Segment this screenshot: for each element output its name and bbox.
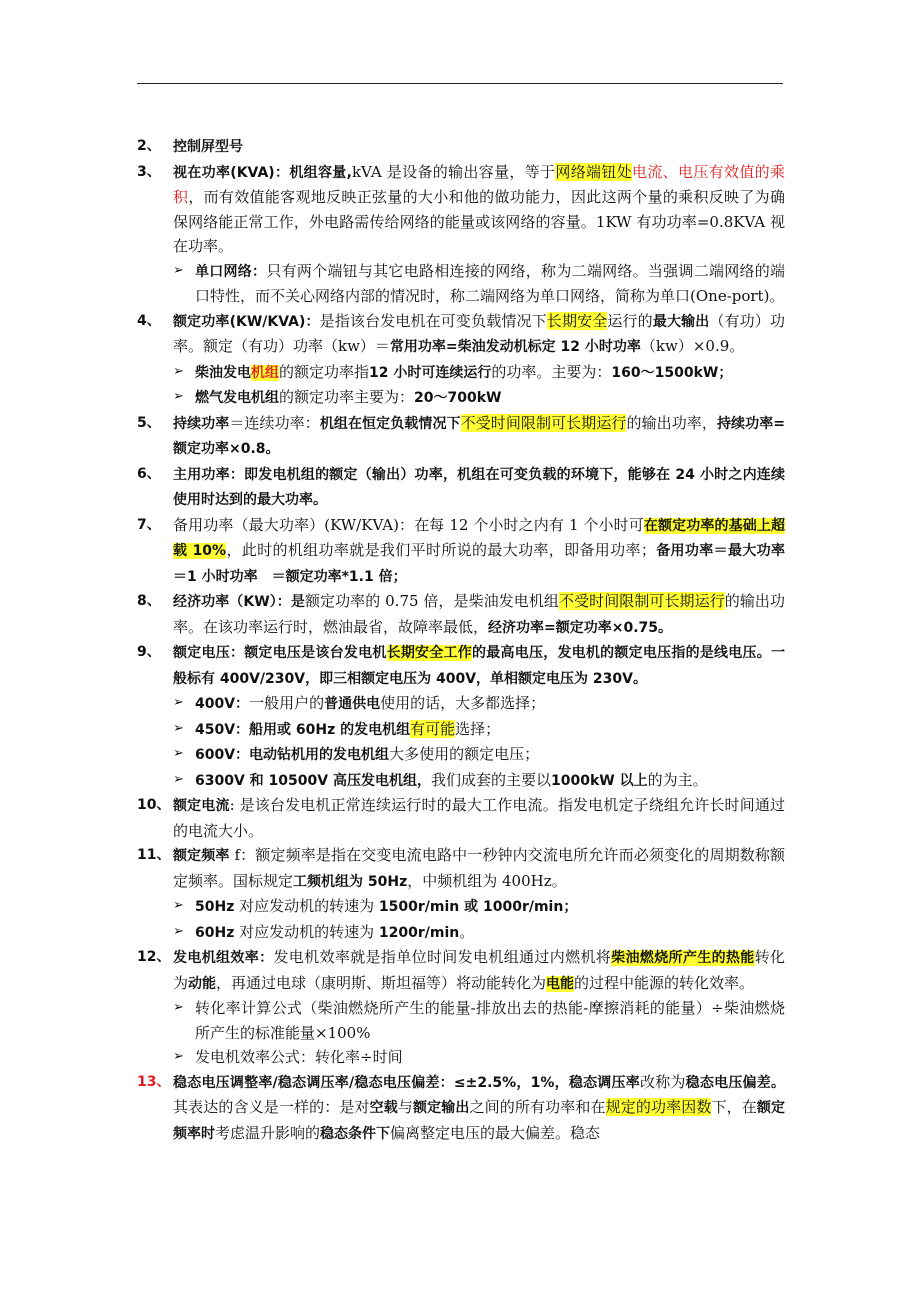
item-number: 2、 — [137, 138, 161, 154]
text: 额定功率的 0.75 倍，是柴油发电机组 — [304, 592, 559, 610]
text: 使用的话，大多都选择； — [380, 694, 546, 712]
text: 对应发动机的转速为 — [234, 897, 379, 915]
text: 运行的 — [607, 311, 653, 330]
bold-text: 额定输出 — [412, 1100, 470, 1116]
bold-text: 1200r/min — [378, 924, 460, 941]
text: 下，在 — [711, 1098, 757, 1116]
sub-item — [173, 360, 785, 386]
arrow-bullet-icon: ➢ — [173, 746, 184, 761]
highlight: 规定的功率因数 — [605, 1098, 712, 1116]
arrow-bullet-icon: ➢ — [173, 720, 184, 736]
arrow-bullet-icon: ➢ — [173, 262, 184, 278]
sub-item — [173, 920, 785, 946]
item-number: 4、 — [137, 312, 161, 329]
highlight: 电能 — [546, 975, 575, 992]
list-item-2 — [137, 134, 785, 160]
sub-item — [173, 894, 785, 920]
text: ＝连续功率： — [229, 413, 320, 432]
sub-item — [173, 385, 785, 411]
highlight: 长期安全 — [546, 311, 608, 330]
highlight: 柴油燃烧所产生的热能 — [611, 950, 755, 966]
bold-text: 空载 — [369, 1100, 398, 1116]
arrow-bullet-icon: ➢ — [173, 363, 184, 379]
text: 在每 12 个小时之内有 1 个小时可 — [414, 515, 644, 534]
sub-item — [173, 717, 785, 743]
list-item-6 — [137, 462, 785, 513]
bold-text: 常用功率=柴油发动机标定 12 小时功率 — [389, 339, 641, 355]
header-rule — [137, 83, 783, 84]
text: 对应发动机的转速为 — [234, 922, 379, 941]
sub-item — [173, 742, 785, 768]
text: （有功）功率。额定（有功）功率（kw）＝ — [173, 311, 785, 355]
item-number: 5、 — [137, 414, 161, 431]
list-item-5 — [137, 411, 785, 462]
highlight: 在额定功率的基础上超载 10% — [173, 517, 785, 559]
text: 发电机效率公式：转化率÷时间 — [195, 1048, 403, 1066]
list-item-13 — [137, 1070, 785, 1147]
bold-text: 1500r/min 或 1000r/min； — [378, 899, 578, 915]
bold-text: 柴油发电 — [195, 364, 251, 381]
text: 其表达的含义是一样的：是对 — [173, 1098, 370, 1116]
item-number: 12、 — [137, 949, 171, 965]
list-item-7 — [137, 513, 785, 590]
sub-item — [173, 691, 785, 717]
highlight: 不受时间限制可长期运行 — [460, 413, 627, 432]
arrow-bullet-icon: ➢ — [173, 389, 184, 404]
text: ，中频机组为 400Hz。 — [407, 871, 567, 890]
text: 转化为 — [173, 948, 785, 992]
bold-text: 50Hz — [195, 899, 235, 915]
bold-text: 1000kW 以上 — [550, 772, 648, 789]
arrow-bullet-icon: ➢ — [173, 898, 184, 913]
bold-text: 备用功率＝最大功率＝1 小时功率 ＝额定功率*1.1 倍； — [173, 543, 785, 585]
text: kVA 是设备的输出容量，等于 — [351, 162, 556, 181]
item-label: 备用功率（最大功率）(KW/KVA)： — [173, 515, 415, 534]
arrow-bullet-icon: ➢ — [173, 1000, 184, 1015]
list-item-9 — [137, 640, 785, 691]
bold-text: 60Hz — [195, 924, 235, 941]
text: 的过程中能源的转化效率。 — [574, 973, 755, 992]
sub-item — [173, 259, 785, 309]
bold-text: 的最高电压，发电机的额定电压指的是线电压。一般标有 400V/230V，即三相额定电压为 400V，单相额定电压为 230V。 — [173, 645, 786, 687]
text: （kw）×0.9。 — [640, 337, 745, 355]
item-number: 11、 — [137, 847, 171, 863]
bold-text: 400V： — [195, 696, 250, 712]
sub-item — [173, 996, 785, 1045]
bold-text: 主用功率：即发电机组的额定（输出）功率，机组在可变负载的环境下，能够在 24 小时之内连续使用时达到的最大功率。 — [173, 466, 785, 508]
bold-text: 工频机组为 50Hz — [293, 873, 408, 890]
text: 的功率。主要为： — [491, 362, 612, 381]
document-body — [137, 134, 785, 1146]
list-item-12 — [137, 945, 785, 996]
bold-text: 稳态条件下 — [320, 1125, 391, 1142]
bold-text: 动能 — [188, 975, 217, 992]
text: 大多使用的额定电压； — [389, 745, 540, 763]
arrow-bullet-icon: ➢ — [173, 923, 184, 939]
item-label: 额定电流 — [173, 798, 230, 814]
item-number: 10、 — [137, 797, 171, 813]
text: 偏离整定电压的最大偏差。稳态 — [390, 1123, 601, 1142]
bold-text: 是 — [290, 594, 305, 610]
item-number: 8、 — [137, 593, 161, 609]
item-label: 视在功率(KVA)：机组容量, — [173, 164, 352, 181]
highlight: 不受时间限制可长期运行 — [559, 592, 725, 610]
bold-text: 机组在恒定负载情况下 — [319, 415, 461, 432]
text: 发电机效率就是指单位时间发电机组通过内燃机将 — [273, 948, 612, 966]
highlight: 有可能 — [410, 719, 456, 738]
text: 的输出功率， — [626, 413, 717, 432]
bold-text: 经济功率=额定功率×0.75。 — [488, 619, 673, 636]
text: 的额定功率主要为： — [279, 388, 415, 406]
text: 改称为 — [639, 1072, 686, 1091]
text: 的为主。 — [647, 770, 708, 789]
item-label: 稳态电压调整率/稳态调压率/稳态电压偏差：≤±2.5%，1%， — [173, 1074, 569, 1091]
text: ，此时的机组功率就是我们平时所说的最大功率，即备用功率； — [226, 541, 656, 559]
item-label: 经济功率（KW）： — [173, 594, 291, 610]
bold-text: 450V：船用或 60Hz 的发电机组 — [195, 721, 411, 738]
bold-text: 6300V 和 10500V 高压发电机组， — [195, 772, 431, 789]
text: 的输出功率。在该功率运行时，燃油最省，故障率最低， — [173, 592, 785, 636]
item-label: 额定频率 — [173, 848, 230, 864]
item-label: 发电机组效率： — [173, 950, 274, 966]
bold-text: 稳态调压率 — [568, 1074, 640, 1091]
bold-text: 燃气发电机组 — [195, 390, 279, 406]
text: ，而有效值能客观地反映正弦量的大小和他的做功能力，因此这两个量的乘积反映了为确保网络能正常工作，外电路需传给网络的能量或该网络的容量。1KW 有功功率=0.8KVA 视在功率。 — [173, 188, 785, 255]
text: 选择； — [455, 719, 501, 738]
highlight: 机组 — [251, 364, 279, 381]
red-text: 电流、电压有效值的乘积 — [173, 162, 785, 206]
bold-text: 600V：电动钻机用的发电机组 — [195, 747, 390, 763]
text: ，再通过电球（康明斯、斯坦福等）将动能转化为 — [216, 973, 547, 992]
sub-item — [173, 1045, 785, 1070]
bold-text: 额定频率时 — [173, 1100, 785, 1142]
text: 与 — [397, 1098, 413, 1116]
text: 是指该台发电机在可变负载情况下 — [319, 311, 547, 330]
bold-text: 12 小时可连续运行 — [369, 364, 492, 381]
list-item-8 — [137, 589, 785, 640]
highlight: 长期安全工作 — [386, 645, 473, 661]
bold-text: 持续功率=额定功率×0.8。 — [173, 415, 786, 457]
item-label: 额定功率(KW/KVA)： — [173, 313, 320, 330]
bold-text: 160～1500kW； — [611, 364, 733, 381]
text: 一般用户的 — [249, 694, 325, 712]
bold-text: 最大输出 — [652, 313, 710, 330]
item-number: 6、 — [137, 465, 161, 482]
item-number: 3、 — [137, 163, 161, 180]
highlight: 网络端钮处 — [555, 162, 633, 181]
text: 的额定功率指 — [279, 362, 370, 381]
arrow-bullet-icon: ➢ — [173, 771, 184, 787]
item-number: 13、 — [137, 1073, 171, 1090]
text: 我们成套的主要以 — [430, 770, 551, 789]
arrow-bullet-icon: ➢ — [173, 695, 184, 710]
text: 转化率计算公式（柴油燃烧所产生的能量-排放出去的热能-摩擦消耗的能量）÷柴油燃烧所产生的标准能量×100% — [195, 999, 785, 1042]
text: f：额定频率是指在交变电流电路中一秒钟内交流电所允许而必须变化的周期数称额定频率。国标规定 — [173, 846, 786, 890]
list-item-3 — [137, 160, 785, 259]
bold-text: 普通供电 — [324, 696, 381, 712]
text: 只有两个端钮与其它电路相连接的网络，称为二端网络。当强调二端网络的端口特性，而不关心网络内部的情况时，称二端网络为单口网络，简称为单口(One-port)。 — [195, 261, 786, 305]
item-number: 9、 — [137, 644, 161, 660]
list-item-11 — [137, 843, 785, 894]
item-title: 控制屏型号 — [173, 139, 243, 155]
sub-label: 单口网络： — [195, 263, 267, 280]
text: 考虑温升影响的 — [215, 1123, 321, 1142]
sub-item — [173, 768, 785, 794]
item-label: 额定电压：额定电压是该台发电机 — [173, 645, 387, 661]
list-item-10 — [137, 793, 785, 843]
item-number: 7、 — [137, 516, 161, 533]
text: 。 — [459, 922, 475, 941]
text: 之间的所有功率和在 — [469, 1098, 606, 1116]
arrow-bullet-icon: ➢ — [173, 1049, 184, 1064]
item-label: 持续功率 — [173, 415, 230, 432]
list-item-4 — [137, 309, 785, 360]
bold-text: 20～700kW — [414, 390, 502, 406]
text: : 是该台发电机正常连续运行时的最大工作电流。指发电机定子绕组允许长时间通过的电流大小。 — [173, 796, 786, 840]
bold-text: 稳态电压偏差。 — [685, 1074, 785, 1091]
